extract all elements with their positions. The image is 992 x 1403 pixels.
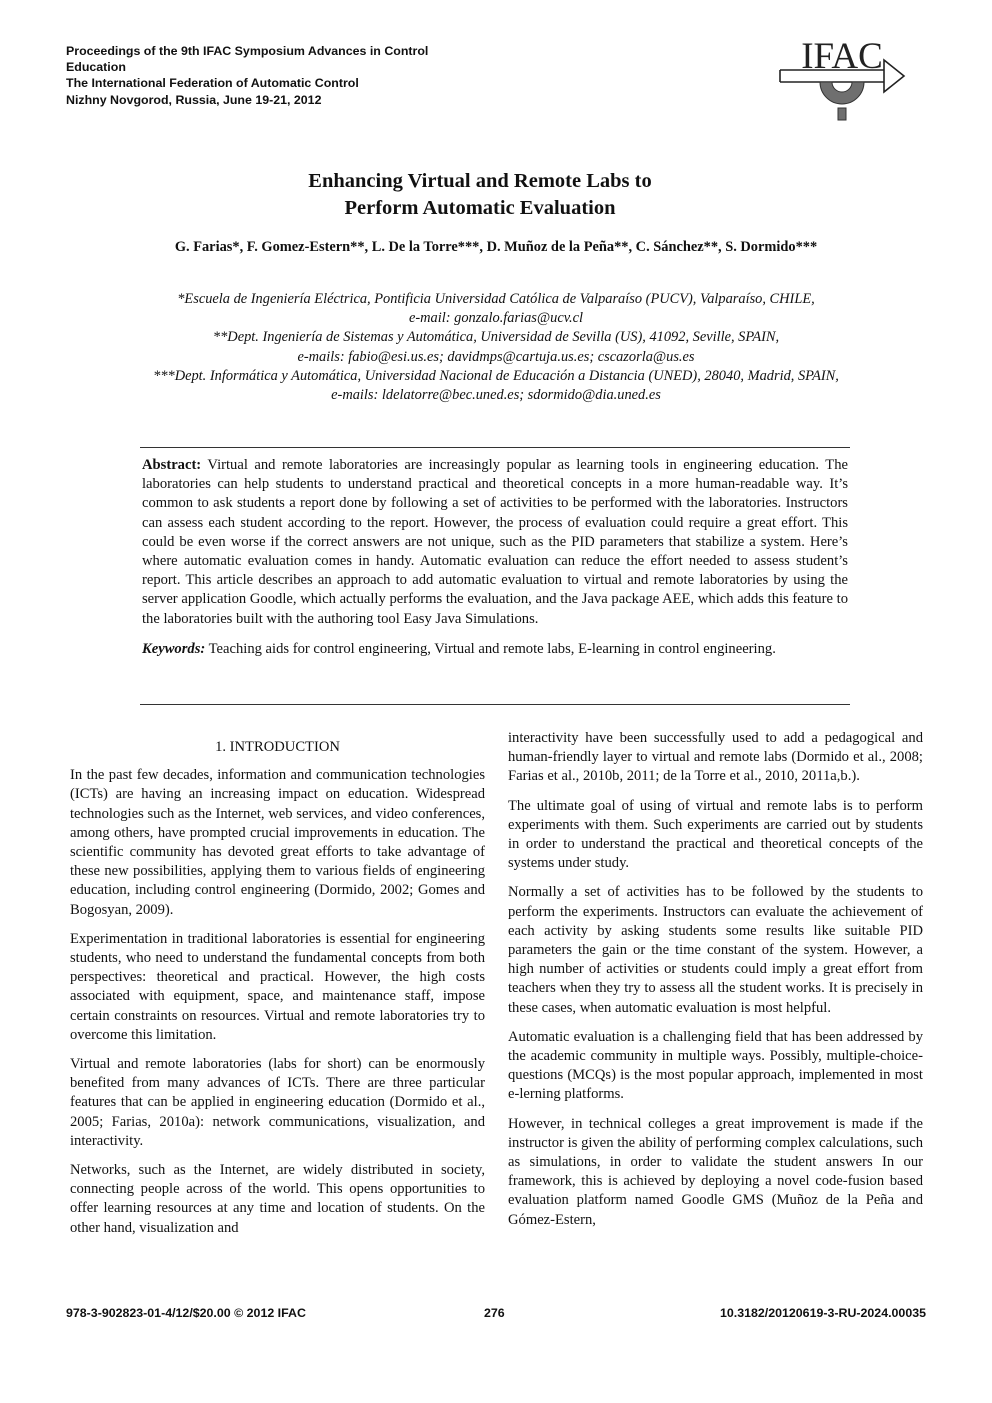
footer-isbn: 978-3-902823-01-4/12/$20.00 © 2012 IFAC xyxy=(66,1306,306,1320)
title-line: Perform Automatic Evaluation xyxy=(344,197,616,219)
body-paragraph: However, in technical colleges a great improvement is made if the instructor is given the ability of performing complex calculations, such as simulations, in order to validate the student answers In our framework, this is achieved by deploying a novel code-fusion based evaluation platform named Goodle GMS (Muñoz de la Peña and Gómez-Estern, xyxy=(508,1115,923,1228)
page-number: 276 xyxy=(484,1306,505,1320)
affiliation-line: e-mails: ldelatorre@bec.uned.es; sdormido@dia.uned.es xyxy=(331,387,661,404)
affiliations xyxy=(0,290,992,405)
abstract-text: Virtual and remote laboratories are increasingly popular as learning tools in engineering education. The laboratories can help students to understand practical and theoretical concepts in a more human-readable way. It’s common to ask students a report done by following a set of activities to be performed with the laboratories. Instructors can assess each student according to the report. However, the process of evaluation could require a great effort. This could be even worse if the correct answers are not unique, such as the PID parameters that stabilize a system. Here’s where automatic evaluation comes in handy. Automatic evaluation can reduce the effort needed to assess student’s report. This article describes an approach to add automatic evaluation to virtual and remote laboratories by using the server application Goodle, which actually performs the evaluation, and the Java package AEE, which adds this feature to the laboratories built with the authoring tool Easy Java Simulations. xyxy=(142,457,848,627)
keywords-paragraph xyxy=(142,640,848,659)
body-paragraph: interactivity have been successfully used to add a pedagogical and human-friendly layer to virtual and remote labs (Dormido et al., 2008; Farias et al., 2010b, 2011; de la Torre et al., 2010, 2011a,b.). xyxy=(508,730,923,785)
abstract-top-rule xyxy=(140,447,850,448)
abstract-block xyxy=(142,456,848,659)
body-paragraph: Virtual and remote laboratories (labs for short) can be enormously benefited from many advances of ICTs. There are three particular features that can be applied in engineering education (Dormido et al., 2005; Farias, 2010a): network communications, visualization, and interactivity. xyxy=(70,1056,485,1149)
body-paragraph: Experimentation in traditional laboratories is essential for engineering students, who need to understand the fundamental concepts from both perspectives: theoretical and practical. However, the high costs associated with equipment, space, and maintenance staff, impose certain constraints on resources. Virtual and remote laboratories try to overcome this limitation. xyxy=(70,930,485,1043)
body-paragraph: The ultimate goal of using of virtual and remote labs is to perform experiments with them. Such experiments are carried out by students in order to understand the practical and theoretical concepts of the systems under study. xyxy=(508,797,923,872)
affiliation-line: *Escuela de Ingeniería Eléctrica, Pontificia Universidad Católica de Valparaíso (PUCV), Valparaíso, CHILE, xyxy=(177,291,815,307)
affiliation-line: **Dept. Ingeniería de Sistemas y Automática, Universidad de Sevilla (US), 41092, Seville, SPAIN, xyxy=(212,329,780,346)
author-list: G. Farias*, F. Gomez-Estern**, L. De la Torre***, D. Muñoz de la Peña**, C. Sánchez**, S. Dormido*** xyxy=(174,239,818,255)
affiliation-line: ***Dept. Informática y Automática, Universidad Nacional de Educación a Distancia (UNED), 28040, Madrid, SPAIN, xyxy=(153,367,839,384)
body-paragraph: In the past few decades, information and communication technologies (ICTs) are having an increasing impact on education. Widespread technologies such as the Internet, web services, and video conferences, among others, have prompted crucial improvements in education. The scientific community has devoted great efforts to take advantage of these new possibilities, applying them to various fields of engineering education, including control engineering (Dormido, 2002; Gomes and Bogosyan, 2009). xyxy=(70,767,485,918)
left-column xyxy=(70,729,485,1248)
section-heading: 1. INTRODUCTION xyxy=(215,739,340,755)
right-column xyxy=(508,729,923,1240)
body-paragraph: Automatic evaluation is a challenging field that has been addressed by the academic community in multiple ways. Possibly, multiple-choice-questions (MCQs) is the most popular approach, implemented in most e-lerning platforms. xyxy=(508,1028,923,1103)
proceedings-line: Proceedings of the 9th IFAC Symposium Advances in Control xyxy=(66,44,429,58)
footer-doi: 10.3182/20120619-3-RU-2024.00035 xyxy=(720,1306,926,1320)
body-paragraph: Normally a set of activities has to be followed by the students to perform the experiments. Instructors can evaluate the achievement of each activity by asking students some results like suitable PID parameters the gain or the time constant of the system. However, a high number of activities or students could imply a great effort from teachers when they try to assess all the student works. It is precisely in these cases, when automatic evaluation is most helpful. xyxy=(508,884,923,1016)
abstract-paragraph xyxy=(142,456,848,629)
abstract-bottom-rule xyxy=(140,704,850,705)
proceedings-line: The International Federation of Automatic Control xyxy=(66,76,359,91)
paper-title xyxy=(0,168,960,222)
keywords-text: Teaching aids for control engineering, Virtual and remote labs, E-learning in control engineering. xyxy=(205,640,776,657)
affiliation-line: e-mails: fabio@esi.us.es; davidmps@cartuja.us.es; cscazorla@us.es xyxy=(297,348,695,365)
proceedings-line: Education xyxy=(66,60,126,75)
abstract-label: Abstract: xyxy=(142,457,202,473)
ifac-logo-text: IFAC xyxy=(801,36,883,77)
proceedings-line: Nizhny Novgorod, Russia, June 19-21, 2012 xyxy=(66,92,322,107)
body-paragraph: Networks, such as the Internet, are widely distributed in society, connecting people across of the world. This opens opportunities to offer learning resources at any time and location of students. On the other hand, visualization and xyxy=(70,1162,485,1236)
title-line: Enhancing Virtual and Remote Labs to xyxy=(308,170,652,192)
ifac-logo xyxy=(776,36,908,128)
affiliation-line: e-mail: gonzalo.farias@ucv.cl xyxy=(408,310,584,327)
proceedings-header xyxy=(66,43,486,108)
keywords-label: Keywords: xyxy=(142,640,206,657)
